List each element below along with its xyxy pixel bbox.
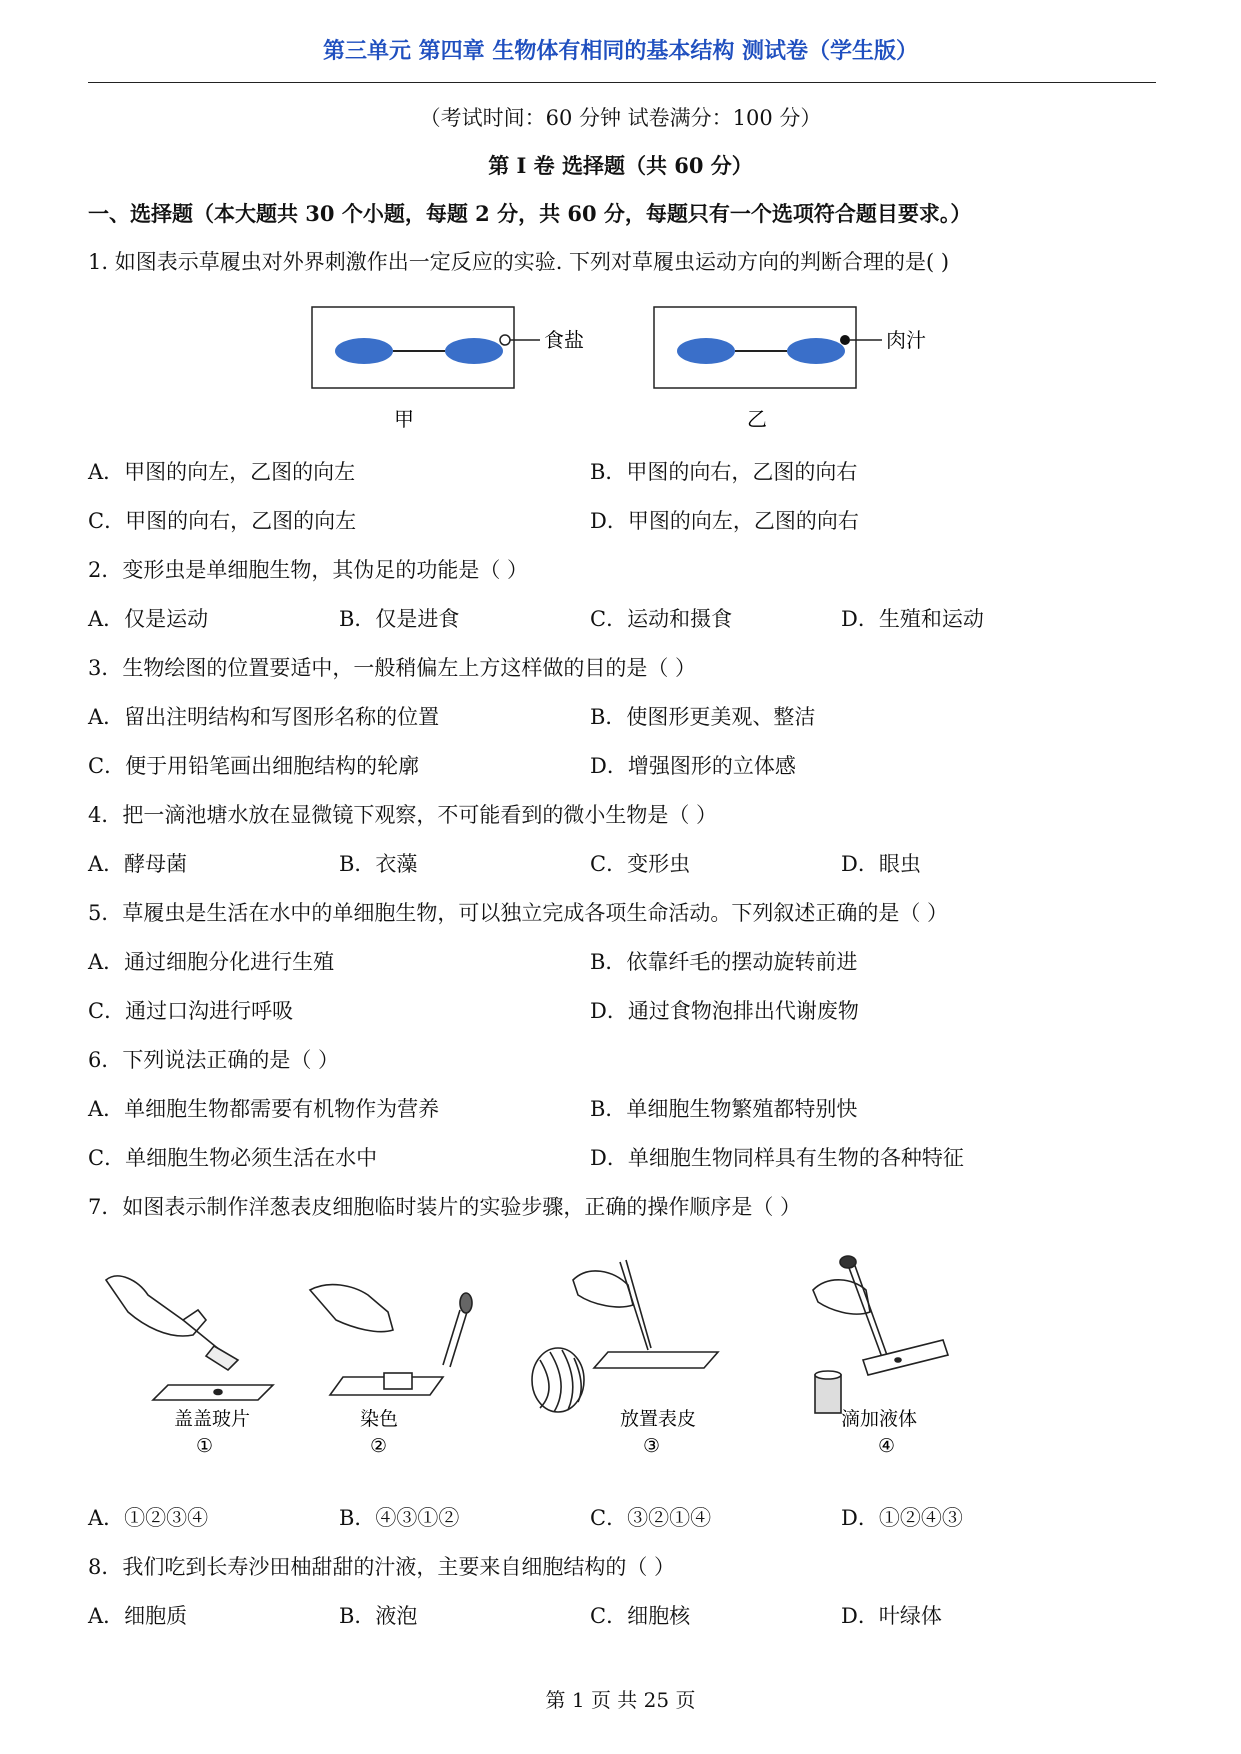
section-title: 一、选择题（本大题共 30 个小题，每题 2 分，共 60 分，每题只有一个选项符合题目要求。）: [88, 201, 972, 226]
panel-yi: [654, 307, 926, 431]
step-4-label: 滴加液体: [841, 1408, 918, 1430]
header-rule: [88, 82, 1156, 83]
q8-option-b[interactable]: B．液泡: [339, 1604, 418, 1628]
question-8-stem: 8．我们吃到长寿沙田柚甜甜的汁液，主要来自细胞结构的（ ）: [88, 1555, 676, 1579]
q5-option-c[interactable]: C．通过口沟进行呼吸: [88, 999, 294, 1023]
step-cover-slip-illustration: [106, 1276, 273, 1400]
q8-option-d[interactable]: D．叶绿体: [841, 1604, 942, 1628]
broth-drop-icon: [840, 335, 850, 345]
figure-slide-preparation: [88, 1250, 988, 1459]
q6-option-c[interactable]: C．单细胞生物必须生活在水中: [88, 1146, 378, 1170]
q6-option-a[interactable]: A．单细胞生物都需要有机物作为营养: [88, 1097, 440, 1121]
q2-option-a[interactable]: A．仅是运动: [88, 607, 209, 631]
step-staining-illustration: [310, 1285, 472, 1395]
q8-option-c[interactable]: C．细胞核: [590, 1604, 691, 1628]
caption-jia: 甲: [394, 407, 414, 431]
q6-option-b[interactable]: B．单细胞生物繁殖都特别快: [590, 1097, 858, 1121]
step-place-epidermis-illustration: [532, 1260, 718, 1412]
q6-option-d[interactable]: D．单细胞生物同样具有生物的各种特征: [590, 1146, 964, 1170]
broth-label: 肉汁: [886, 328, 926, 352]
paramecium-left-cell-b: [445, 338, 503, 364]
q2-option-d[interactable]: D．生殖和运动: [841, 607, 984, 631]
question-2-stem: 2．变形虫是单细胞生物，其伪足的功能是（ ）: [88, 558, 529, 582]
panel-jia: [312, 307, 584, 431]
q7-option-c[interactable]: C．③②①④: [590, 1506, 712, 1530]
q3-option-b[interactable]: B．使图形更美观、整洁: [590, 705, 816, 729]
question-5-stem: 5．草履虫是生活在水中的单细胞生物，可以独立完成各项生命活动。下列叙述正确的是（ ）: [88, 901, 949, 925]
q7-option-a[interactable]: A．①②③④: [88, 1506, 209, 1530]
q5-option-a[interactable]: A．通过细胞分化进行生殖: [88, 950, 335, 974]
step-4-number: ④: [878, 1435, 896, 1457]
q1-option-d[interactable]: D．甲图的向左，乙图的向右: [590, 509, 859, 533]
part-title: 第 I 卷 选择题（共 60 分）: [488, 153, 753, 178]
question-1-stem: 1. 如图表示草履虫对外界刺激作出一定反应的实验. 下列对草履虫运动方向的判断合理的是( ): [88, 250, 950, 274]
q3-option-a[interactable]: A．留出注明结构和写图形名称的位置: [88, 705, 440, 729]
exam-info: （考试时间：60 分钟 试卷满分：100 分）: [419, 106, 822, 130]
q4-option-d[interactable]: D．眼虫: [841, 852, 921, 876]
caption-yi: 乙: [747, 407, 767, 431]
step-1-label: 盖盖玻片: [174, 1408, 251, 1430]
figure-paramecium-experiment: [300, 298, 926, 442]
question-4-stem: 4．把一滴池塘水放在显微镜下观察，不可能看到的微小生物是（ ）: [88, 803, 718, 827]
q5-option-d[interactable]: D．通过食物泡排出代谢废物: [590, 999, 859, 1023]
q7-option-b[interactable]: B．④③①②: [339, 1506, 460, 1530]
paramecium-right-cell-a: [677, 338, 735, 364]
q8-option-a[interactable]: A．细胞质: [88, 1604, 188, 1628]
q2-option-c[interactable]: C．运动和摄食: [590, 607, 733, 631]
q5-option-b[interactable]: B．依靠纤毛的摆动旋转前进: [590, 950, 858, 974]
document-title: 第三单元 第四章 生物体有相同的基本结构 测试卷（学生版）: [323, 39, 918, 64]
question-3-stem: 3．生物绘图的位置要适中，一般稍偏左上方这样做的目的是（ ）: [88, 656, 697, 680]
q4-option-c[interactable]: C．变形虫: [590, 852, 691, 876]
step-3-number: ③: [643, 1435, 661, 1457]
salt-drop-icon: [500, 335, 510, 345]
q1-option-b[interactable]: B．甲图的向右，乙图的向右: [590, 460, 858, 484]
salt-label: 食盐: [544, 328, 584, 352]
q1-option-a[interactable]: A．甲图的向左，乙图的向左: [88, 460, 356, 484]
question-7-stem: 7．如图表示制作洋葱表皮细胞临时装片的实验步骤，正确的操作顺序是（ ）: [88, 1195, 802, 1219]
paramecium-left-cell-a: [335, 338, 393, 364]
q2-option-b[interactable]: B．仅是进食: [339, 607, 460, 631]
step-2-number: ②: [370, 1435, 388, 1457]
step-2-label: 染色: [360, 1408, 399, 1430]
q3-option-c[interactable]: C．便于用铅笔画出细胞结构的轮廓: [88, 754, 420, 778]
paramecium-right-cell-b: [787, 338, 845, 364]
question-6-stem: 6．下列说法正确的是（ ）: [88, 1048, 340, 1072]
q7-option-d[interactable]: D．①②④③: [841, 1506, 963, 1530]
step-3-label: 放置表皮: [620, 1408, 697, 1430]
q4-option-a[interactable]: A．酵母菌: [88, 852, 188, 876]
page-footer: 第 1 页 共 25 页: [545, 1688, 696, 1712]
step-add-liquid-illustration: [813, 1256, 948, 1413]
q3-option-d[interactable]: D．增强图形的立体感: [590, 754, 796, 778]
q1-option-c[interactable]: C．甲图的向右，乙图的向左: [88, 509, 357, 533]
step-1-number: ①: [196, 1435, 214, 1457]
q4-option-b[interactable]: B．衣藻: [339, 852, 418, 876]
